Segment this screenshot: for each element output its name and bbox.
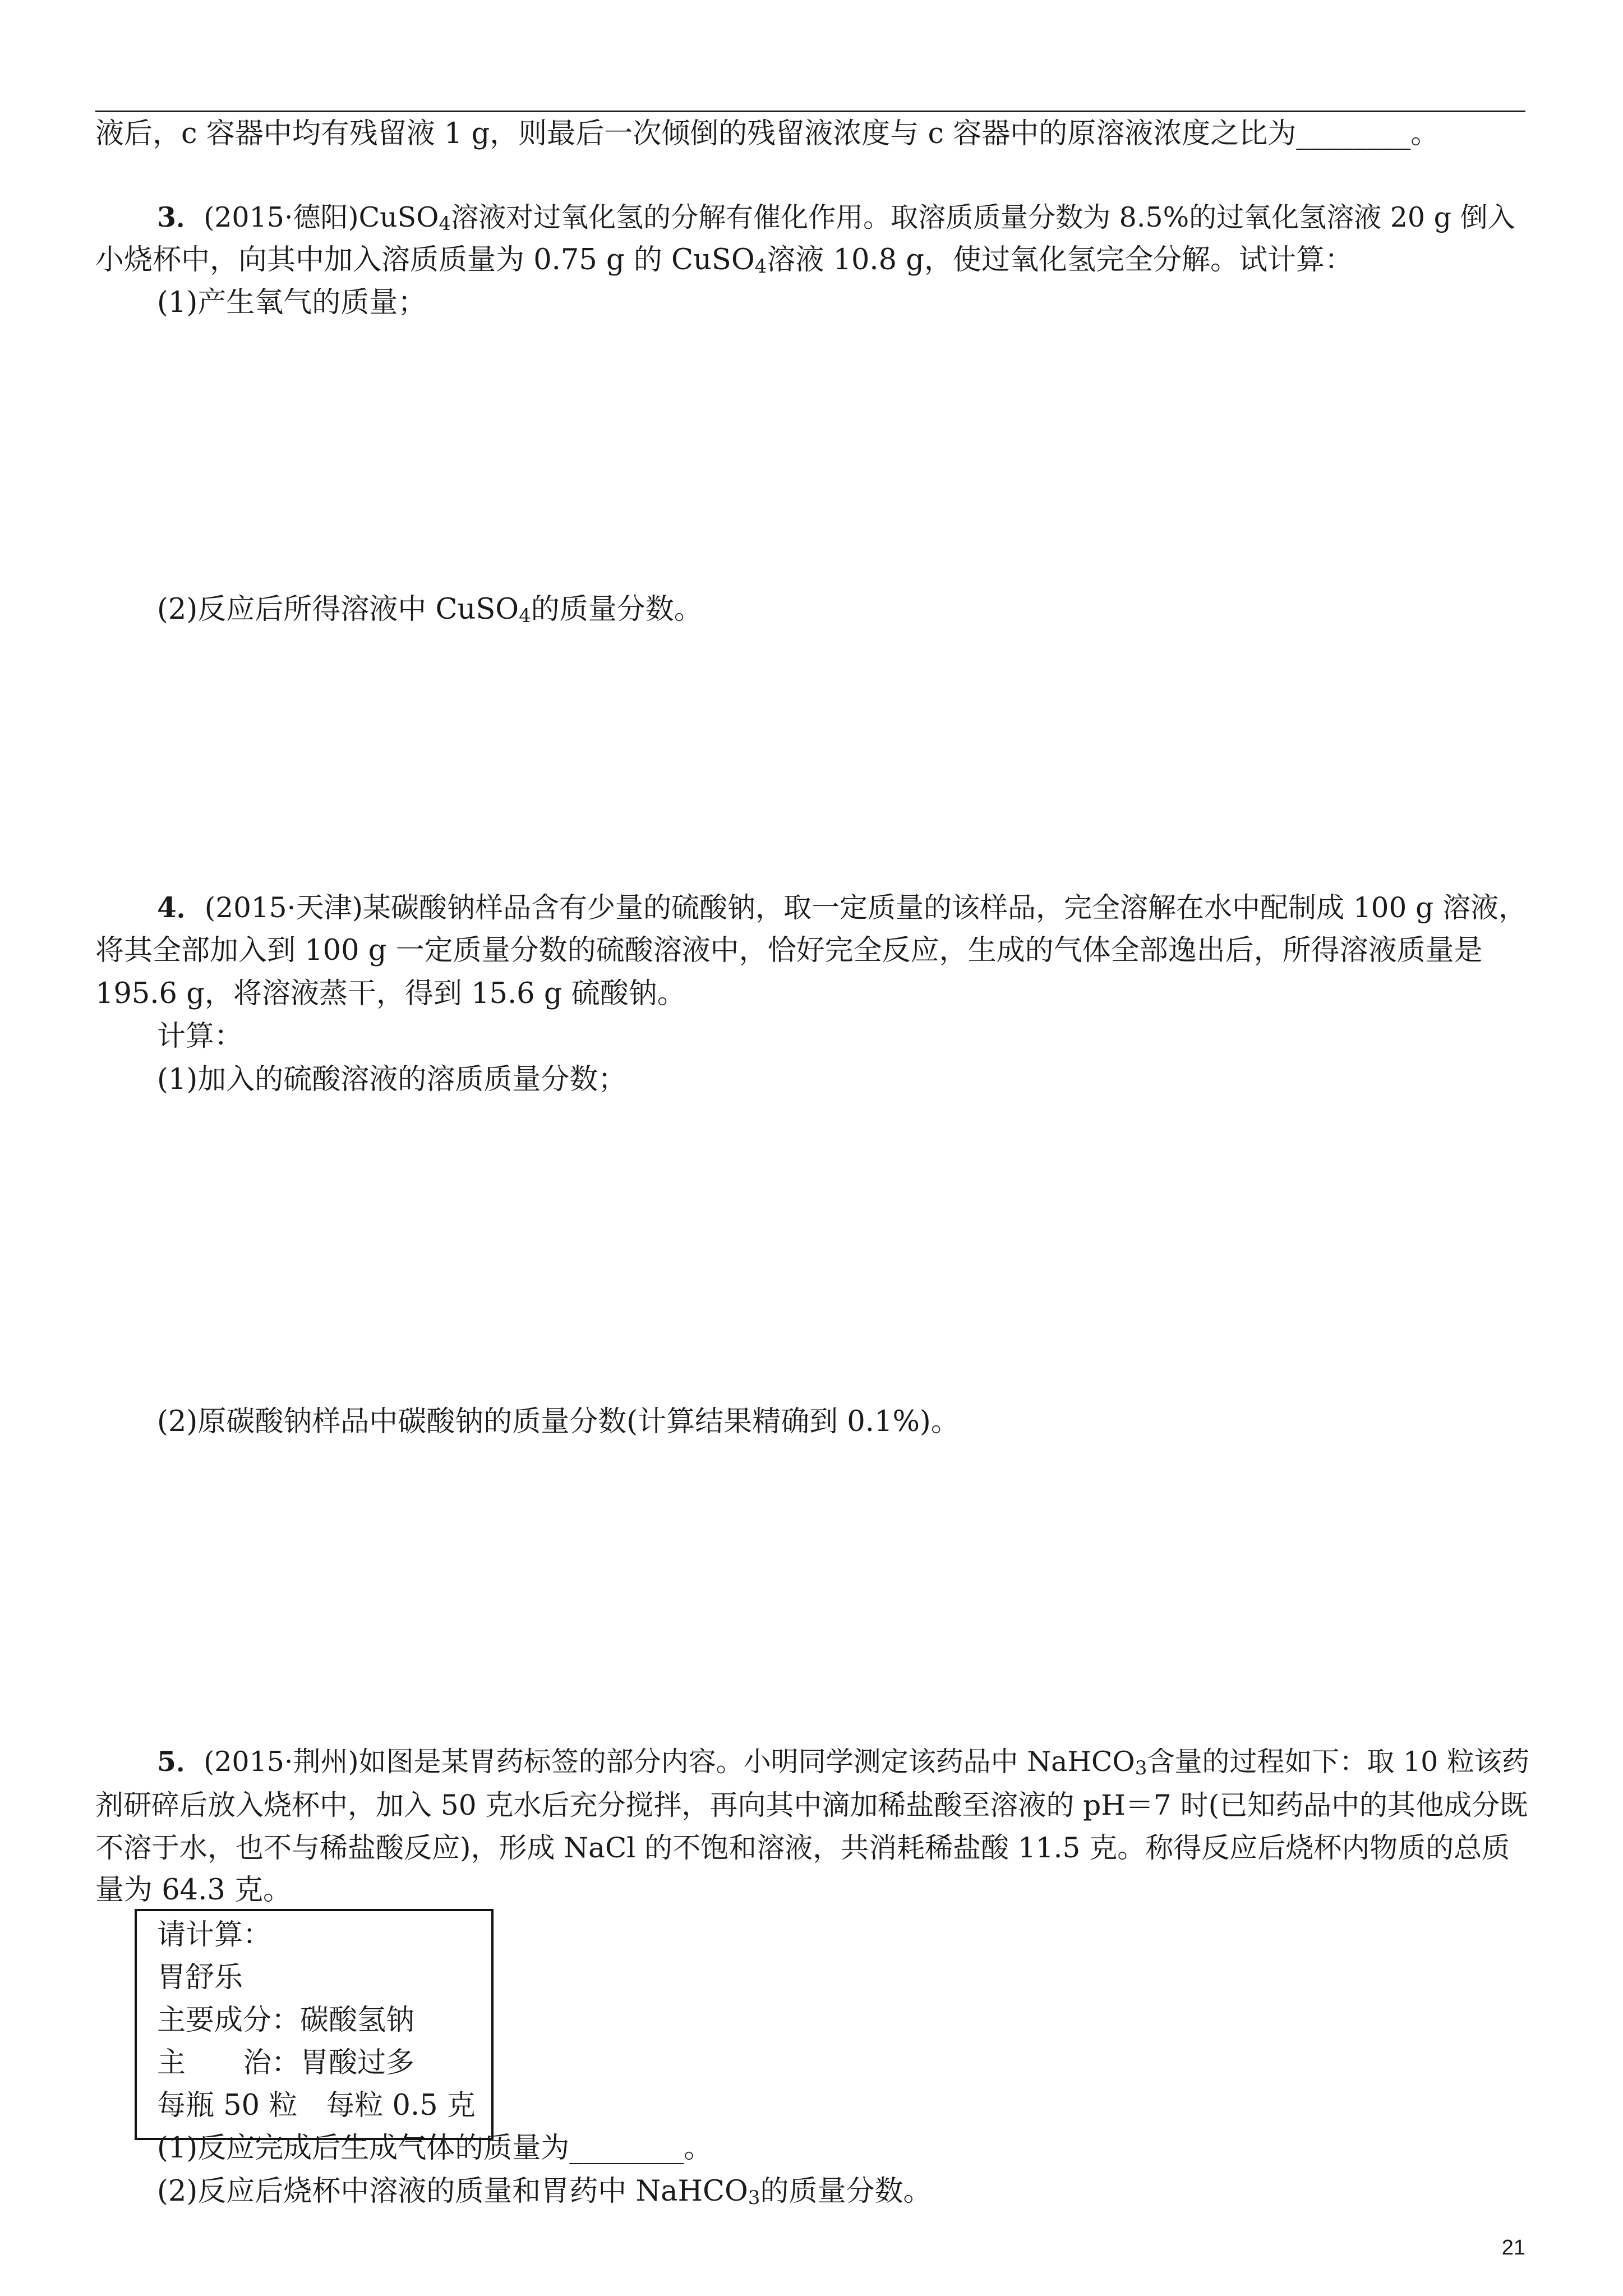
q5-line-4: 量为 64.3 克。 — [95, 1874, 292, 1907]
intro-line: 液后，c 容器中均有残留液 1 g，则最后一次倾倒的残留液浓度与 c 容器中的原溶液浓度之比为________。 — [95, 117, 1440, 150]
q4-line-1: 4．(2015·天津)某碳酸钠样品含有少量的硫酸钠，取一定质量的该样品，完全溶解在水中配制成 100 g 溶液， — [157, 891, 1527, 924]
q4-subquestion-1: (1)加入的硫酸溶液的溶质质量分数； — [157, 1063, 627, 1096]
q3-number: 3． — [157, 201, 204, 233]
q3-line-2: 小烧杯中，向其中加入溶质质量为 0.75 g 的 CuSO$_4$溶液 10.8 g，使过氧化氢完全分解。试计算： — [95, 243, 1353, 278]
q4-number: 4． — [157, 891, 205, 924]
q5-subquestion-2: (2)反应后烧杯中溶液的质量和胃药中 NaHCO$_3$的质量分数。 — [157, 2175, 932, 2209]
q3-subquestion-1: (1)产生氧气的质量； — [157, 286, 427, 319]
q5-line-2: 剂研碎后放入烧杯中，加入 50 克水后充分搅拌，再向其中滴加稀盐酸至溶液的 pH＝7 时(已知药品中的其他成分既 — [95, 1789, 1528, 1821]
q5-subquestion-1: (1)反应完成后生成气体的质量为________。 — [157, 2132, 713, 2165]
q5-line-3: 不溶于水，也不与稀盐酸反应)，形成 NaCl 的不饱和溶液，共消耗稀盐酸 11.5 克。称得反应后烧杯内物质的总质 — [95, 1832, 1510, 1864]
label-line-2: 胃舒乐 — [157, 1961, 243, 1994]
header-rule — [95, 111, 1525, 112]
q3-line-1: 3．(2015·德阳)CuSO$_4$溶液对过氧化氢的分解有催化作用。取溶质质量分数为 8.5%的过氧化氢溶液 20 g 倒入 — [157, 201, 1515, 235]
q5-line-1: 5．(2015·荆州)如图是某胃药标签的部分内容。小明同学测定该药品中 NaHCO$_3$含量的过程如下：取 10 粒该药 — [157, 1745, 1529, 1779]
q5-number: 5． — [157, 1745, 204, 1778]
q4-calc-label: 计算： — [157, 1020, 243, 1053]
q4-line-2: 将其全部加入到 100 g 一定质量分数的硫酸溶液中，恰好完全反应，生成的气体全部逸出后，所得溶液质量是 — [95, 934, 1483, 967]
label-line-5: 每瓶 50 粒 每粒 0.5 克 — [157, 2089, 476, 2122]
page-number: 21 — [1501, 2236, 1525, 2260]
q4-line-3: 195.6 g，将溶液蒸干，得到 15.6 g 硫酸钠。 — [95, 977, 686, 1010]
q3-subquestion-2: (2)反应后所得溶液中 CuSO$_4$的质量分数。 — [157, 593, 703, 627]
q4-subquestion-2: (2)原碳酸钠样品中碳酸钠的质量分数(计算结果精确到 0.1%)。 — [157, 1405, 960, 1438]
label-line-1: 请计算： — [157, 1918, 272, 1952]
label-line-4: 主 治：胃酸过多 — [157, 2046, 415, 2079]
label-line-3: 主要成分：碳酸氢钠 — [157, 2004, 415, 2037]
